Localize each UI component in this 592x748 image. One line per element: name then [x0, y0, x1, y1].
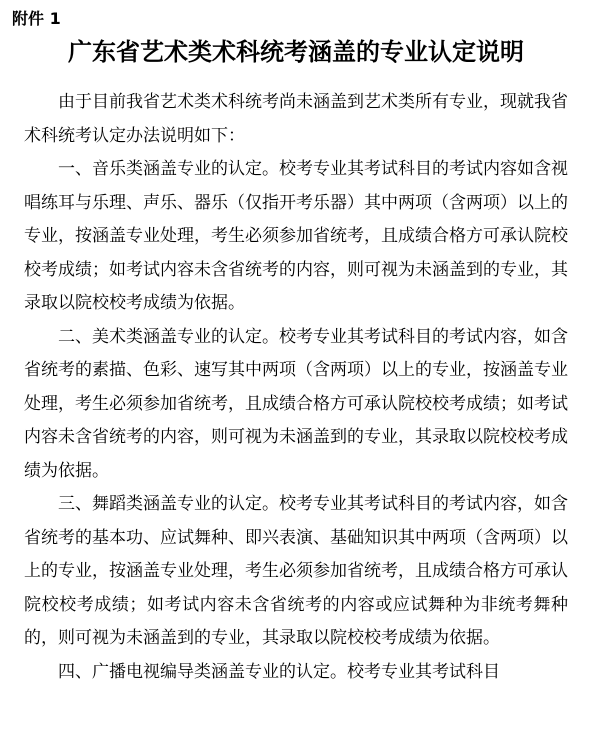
paragraph-dance: 三、舞蹈类涵盖专业的认定。校考专业其考试科目的考试内容，如含省统考的基本功、应试舞种、即兴表演、基础知识其中两项（含两项）以上的专业，按涵盖专业处理，考生必须参加省统考，且成绩合格方可承认院校校考成绩；如考试内容未含省统考的内容或应试舞种为非统考舞种的，则可视为未涵盖到的专业，其录取以院校校考成绩为依据。: [24, 494, 568, 648]
attachment-label: 附件 1: [12, 9, 61, 28]
document-title: 广东省艺术类术科统考涵盖的专业认定说明: [68, 38, 524, 66]
paragraph-music: 一、音乐类涵盖专业的认定。校考专业其考试科目的考试内容如含视唱练耳与乐理、声乐、器乐（仅指开考乐器）其中两项（含两项）以上的专业，按涵盖专业处理，考生必须参加省统考，且成绩合格方可承认院校校考成绩；如考试内容未含省统考的内容，则可视为未涵盖到的专业，其录取以院校校考成绩为依据。: [24, 159, 568, 313]
document-body: [24, 86, 568, 689]
paragraph-intro: 由于目前我省艺术类术科统考尚未涵盖到艺术类所有专业，现就我省术科统考认定办法说明如下：: [24, 92, 568, 146]
paragraph-broadcast: 四、广播电视编导类涵盖专业的认定。校考专业其考试科目: [58, 661, 500, 682]
paragraph-fine-arts: 二、美术类涵盖专业的认定。校考专业其考试科目的考试内容，如含省统考的素描、色彩、速写其中两项（含两项）以上的专业，按涵盖专业处理，考生必须参加省统考，且成绩合格方可承认院校校考成绩；如考试内容未含省统考的内容，则可视为未涵盖到的专业，其录取以院校校考成绩为依据。: [24, 326, 568, 481]
